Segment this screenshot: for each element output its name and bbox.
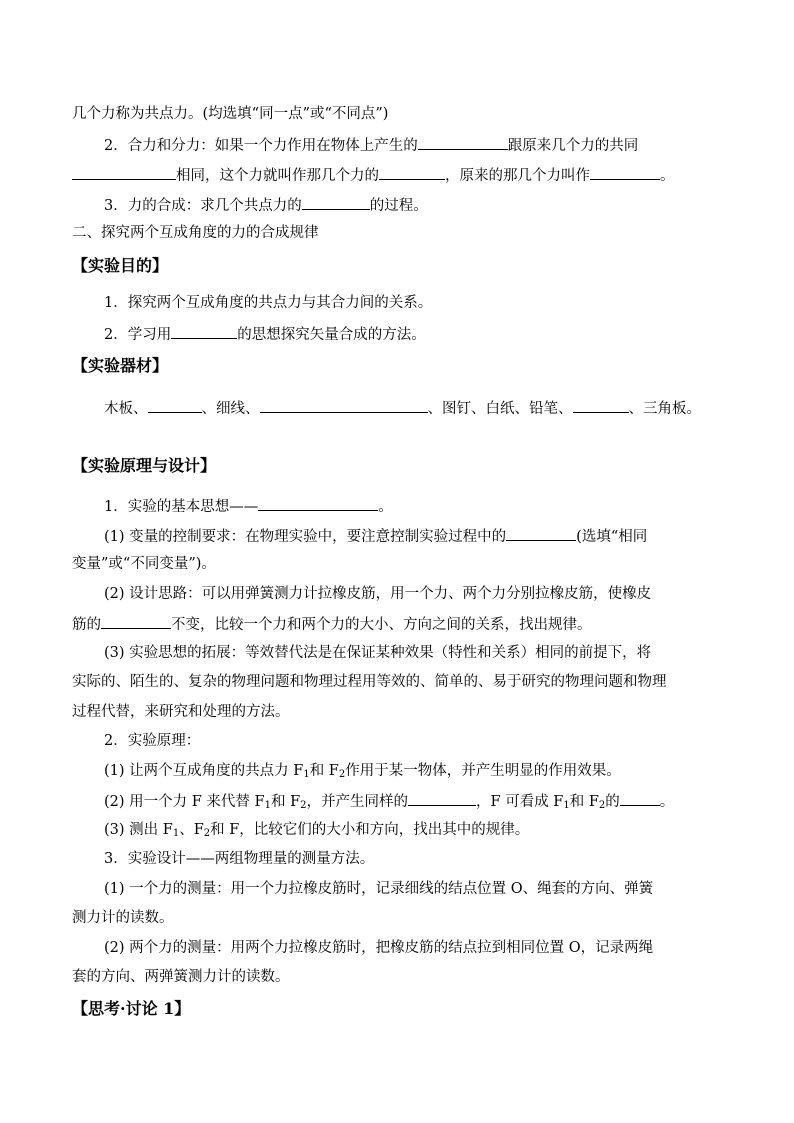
equipment-heading: 【实验器材】 <box>72 356 169 375</box>
design-l6: (3) 实验思想的拓展：等效替代法是在保证某种效果（特性和关系）相同的前提下，将 <box>104 645 652 661</box>
design-l12: (3) 测出 $F_1$、$F_2$和 F，比较它们的大小和方向，找出其中的规律。 <box>104 822 530 839</box>
blank-resultant <box>379 164 445 180</box>
blank-unchanged <box>101 613 171 629</box>
design-heading: 【实验原理与设计】 <box>72 456 217 475</box>
blank-variable <box>506 525 576 541</box>
discussion-heading: 【思考·讨论 1】 <box>72 999 191 1018</box>
design-l4: (2) 设计思路：可以用弹簧测力计拉橡皮筋，用一个力、两个力分别拉橡皮筋，使橡皮 <box>104 586 652 602</box>
purpose-item1: 1．探究两个互成角度的共点力与其合力间的关系。 <box>104 295 433 311</box>
blank-equip2 <box>260 397 428 413</box>
section2-title: 二、探究两个互成角度的力的合成规律 <box>72 225 319 241</box>
blank-method <box>171 323 237 339</box>
design-l3: 变量”或“不同变量”)。 <box>72 556 216 572</box>
blank-equip1 <box>148 397 202 413</box>
design-l15: 测力计的读数。 <box>72 910 174 926</box>
design-l2: (1) 变量的控制要求：在物理实验中，要注意控制实验过程中的 (选填“相同 <box>104 525 647 547</box>
design-l16: (2) 两个力的测量：用两个力拉橡皮筋时，把橡皮筋的结点拉到相同位置 O，记录两绳 <box>104 940 654 956</box>
blank-effect <box>418 134 508 150</box>
item-resultant-force-line1: 2．合力和分力：如果一个力作用在物体上产生的 跟原来几个力的共同 <box>104 134 638 156</box>
blank-resultant-of <box>620 790 660 806</box>
equipment-list: 木板、 、细线、 、图钉、白纸、铅笔、 、三角板。 <box>104 397 701 419</box>
blank-component <box>590 164 660 180</box>
design-l1: 1．实验的基本思想—— 。 <box>104 495 393 517</box>
design-l14: (1) 一个力的测量：用一个力拉橡皮筋时，记录细线的结点位置 O、绳套的方向、弹簧 <box>104 881 654 897</box>
design-l8: 过程代替，来研究和处理的方法。 <box>72 704 290 720</box>
design-l5: 筋的 不变，比较一个力和两个力的大小、方向之间的关系，找出规律。 <box>72 613 592 635</box>
item-composition: 3．力的合成：求几个共点力的 的过程。 <box>104 194 428 216</box>
item-resultant-force-line2: 相同，这个力就叫作那几个力的 ，原来的那几个力叫作 。 <box>72 164 675 186</box>
blank-effect-same <box>72 164 176 180</box>
design-l13: 3．实验设计——两组物理量的测量方法。 <box>104 851 375 867</box>
design-l10: (1) 让两个互成角度的共点力 $F_1$和 $F_2$作用于某一物体，并产生明显的作用效果。 <box>104 763 621 780</box>
blank-composition <box>302 194 370 210</box>
design-l9: 2．实验原理： <box>104 733 201 749</box>
purpose-item2: 2．学习用 的思想探究矢量合成的方法。 <box>104 323 426 345</box>
design-l17: 套的方向、两弹簧测力计的读数。 <box>72 969 290 985</box>
purpose-heading: 【实验目的】 <box>72 256 169 275</box>
blank-equip3 <box>573 397 629 413</box>
design-l11: (2) 用一个力 F 来代替 $F_1$和 $F_2$，并产生同样的 ，F 可看成 $F_1$和 $F_2$的 。 <box>104 790 674 812</box>
design-l7: 实际的、陌生的、复杂的物理问题和物理过程用等效的、简单的、易于研究的物理问题和物理 <box>72 674 667 690</box>
blank-same-effect <box>408 790 476 806</box>
blank-basic-idea <box>258 495 378 511</box>
intro-line: 几个力称为共点力。(均选填“同一点”或“不同点”) <box>72 106 389 122</box>
